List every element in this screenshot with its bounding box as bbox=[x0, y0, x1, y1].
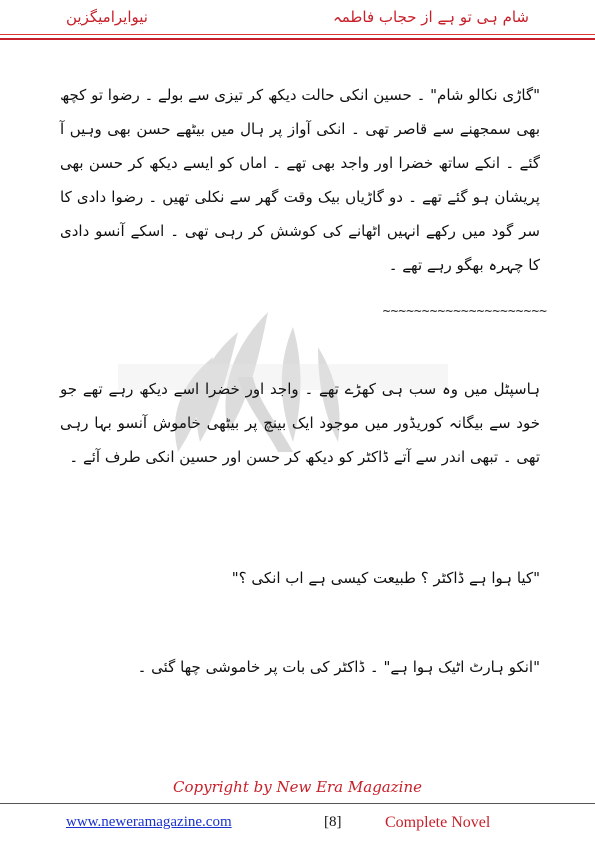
header-rule-thin bbox=[0, 34, 595, 35]
paragraph-4: "انکو ہارٹ اٹیک ہوا ہے" ۔ ڈاکٹر کی بات پر خاموشی چھا گئی ۔ bbox=[137, 658, 540, 676]
paragraph-2: ہاسپٹل میں وہ سب ہی کھڑے تھے ۔ واجد اور خضرا اسے دیکھ رہے تھے جو خود سے بیگانہ کوریڈور میں موجود ایک بینچ پر بیٹھی خاموش آنسو بہا رہی تھی ۔ تبھی اندر سے آتے ڈاکٹر کو دیکھ کر حسن اور حسین انکی طرف آئے ۔ bbox=[60, 380, 540, 466]
complete-novel-label: Complete Novel bbox=[385, 814, 491, 831]
header-rule-thick bbox=[0, 38, 595, 40]
section-separator: ~~~~~~~~~~~~~~~~~~~~~ bbox=[382, 304, 547, 319]
paragraph-3: "کیا ہوا ہے ڈاکٹر ؟ طبیعت کیسی ہے اب انکی ؟" bbox=[231, 569, 540, 587]
copyright-line: Copyright by New Era Magazine bbox=[173, 778, 422, 796]
footer-rule bbox=[0, 803, 595, 804]
novel-title-author: شام ہی تو ہے از حجاب فاطمہ bbox=[332, 8, 529, 26]
paragraph-1: "گاڑی نکالو شام" ۔ حسین انکی حالت دیکھ کر تیزی سے بولے ۔ رضوا تو کچھ بھی سمجھنے سے قاصر تھی ۔ انکی آواز پر ہال میں بیٹھے حسن بھی وہیں آ گئے ۔ انکے ساتھ خضرا اور واجد بھی تھے ۔ اماں کو ایسے دیکھ کر حسن بھی پریشان ہو گئے تھے ۔ دو گاڑیاں بیک وقت گھر سے نکلی تھیں ۔ رضوا دادی کا سر گود میں رکھے انہیں اٹھانے کی کوشش کر رہی تھی ۔ اسکے آنسو دادی کا چہرہ بھگو رہے تھے ۔ bbox=[60, 86, 540, 274]
page-number: [8] bbox=[324, 814, 342, 830]
website-link[interactable]: www.neweramagazine.com bbox=[66, 814, 232, 830]
magazine-name: نیوایرامیگزین bbox=[66, 8, 148, 26]
